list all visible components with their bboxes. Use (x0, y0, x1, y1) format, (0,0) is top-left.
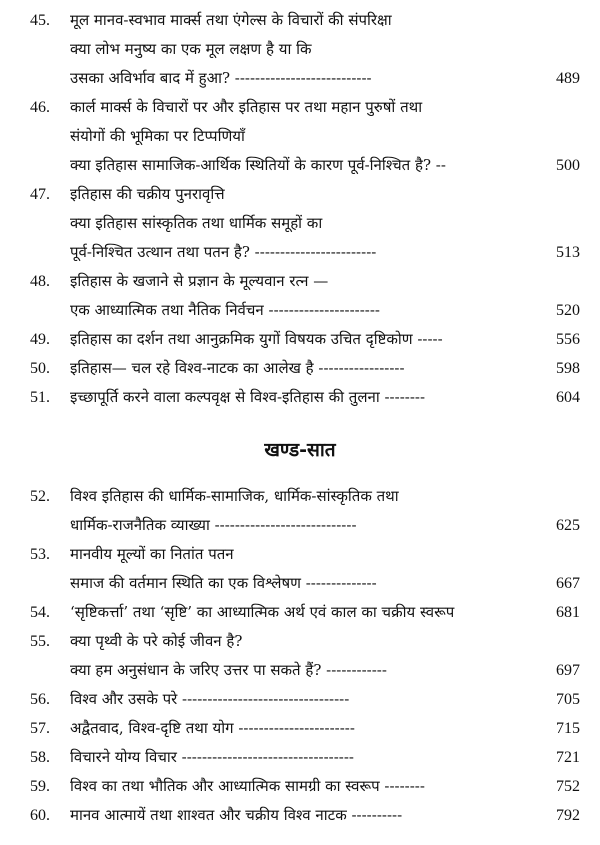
toc-entry (0, 743, 600, 772)
entry-page-number: 667 (556, 575, 580, 592)
toc-entry-line (0, 93, 600, 122)
toc-entry (0, 383, 600, 412)
entry-number: 57. (30, 720, 50, 737)
toc-entry-line (0, 151, 600, 180)
toc-entry-line (0, 598, 600, 627)
entry-title: क्या हम अनुसंधान के जरिए उत्तर पा सकते हैं? ------------ (70, 661, 387, 679)
toc-entry-line (0, 238, 600, 267)
toc-entry (0, 714, 600, 743)
toc-entry-line (0, 64, 600, 93)
entry-title: क्या पृथ्वी के परे कोई जीवन है? (70, 632, 243, 650)
entry-number: 52. (30, 488, 50, 505)
toc-entry-line (0, 383, 600, 412)
toc-entry (0, 325, 600, 354)
toc-entry (0, 267, 600, 325)
entry-title: समाज की वर्तमान स्थिति का एक विश्लेषण -------------- (70, 574, 377, 592)
entry-page-number: 625 (556, 517, 580, 534)
toc-entry-line (0, 540, 600, 569)
toc-entry-line (0, 6, 600, 35)
entry-page-number: 681 (556, 604, 580, 621)
entry-title: इतिहास— चल रहे विश्व-नाटक का आलेख है ----------------- (70, 359, 405, 377)
entry-title: इच्छापूर्ति करने वाला कल्पवृक्ष से विश्व-इतिहास की तुलना -------- (70, 388, 426, 406)
entry-title: इतिहास की चक्रीय पुनरावृत्ति (70, 185, 225, 203)
toc-entry (0, 93, 600, 180)
entry-number: 48. (30, 273, 50, 290)
entry-title: विश्व का तथा भौतिक और आध्यात्मिक सामग्री का स्वरूप -------- (70, 777, 425, 795)
entry-title: मानवीय मूल्यों का नितांत पतन (70, 545, 234, 563)
toc-entry-line (0, 801, 600, 830)
entry-number: 54. (30, 604, 50, 621)
entry-title: विश्व इतिहास की धार्मिक-सामाजिक, धार्मिक-सांस्कृतिक तथा (70, 487, 399, 505)
entry-title: अद्वैतवाद, विश्व-दृष्टि तथा योग ----------------------- (70, 719, 355, 737)
entry-page-number: 556 (556, 331, 580, 348)
toc-entry-line (0, 627, 600, 656)
entry-page-number: 500 (556, 157, 580, 174)
entry-page-number: 489 (556, 70, 580, 87)
entry-title: धार्मिक-राजनैतिक व्याख्या ---------------------------- (70, 516, 357, 534)
toc-entry (0, 598, 600, 627)
entry-title: ‘सृष्टिकर्त्ता’ तथा ‘सृष्टि’ का आध्यात्मिक अर्थ एवं काल का चक्रीय स्वरूप (70, 603, 455, 621)
entry-page-number: 705 (556, 691, 580, 708)
entry-page-number: 715 (556, 720, 580, 737)
entry-number: 56. (30, 691, 50, 708)
entry-title: पूर्व-निश्चित उत्थान तथा पतन है? ------------------------ (70, 243, 377, 261)
entry-page-number: 513 (556, 244, 580, 261)
entry-number: 45. (30, 12, 50, 29)
toc-entry-line (0, 656, 600, 685)
entry-title: उसका अविर्भाव बाद में हुआ? --------------------------- (70, 69, 372, 87)
toc-entry-line (0, 569, 600, 598)
entry-number: 50. (30, 360, 50, 377)
entry-number: 59. (30, 778, 50, 795)
toc-entry-line (0, 354, 600, 383)
entry-title: कार्ल मार्क्स के विचारों पर और इतिहास पर तथा महान पुरुषों तथा (70, 98, 423, 116)
entry-number: 46. (30, 99, 50, 116)
entry-title: एक आध्यात्मिक तथा नैतिक निर्वचन ---------------------- (70, 301, 381, 319)
toc-entry-line (0, 482, 600, 511)
toc-entry (0, 482, 600, 540)
toc-entry-line (0, 743, 600, 772)
entry-number: 53. (30, 546, 50, 563)
toc-entry-line (0, 122, 600, 151)
toc-entry (0, 6, 600, 93)
toc-entry-line (0, 685, 600, 714)
toc-entry-line (0, 325, 600, 354)
entry-number: 51. (30, 389, 50, 406)
entry-page-number: 792 (556, 807, 580, 824)
entry-title: क्या लोभ मनुष्य का एक मूल लक्षण है या कि (70, 40, 312, 58)
toc-entry (0, 540, 600, 598)
toc-entry-line (0, 35, 600, 64)
entry-number: 55. (30, 633, 50, 650)
entry-number: 58. (30, 749, 50, 766)
entry-title: संयोगों की भूमिका पर टिप्पणियाँ (70, 127, 245, 145)
entry-title: क्या इतिहास सांस्कृतिक तथा धार्मिक समूहों का (70, 214, 323, 232)
entry-title: इतिहास के खजाने से प्रज्ञान के मूल्यवान रत्न — (70, 272, 329, 290)
entry-title: विश्व और उसके परे --------------------------------- (70, 690, 350, 708)
entry-number: 60. (30, 807, 50, 824)
toc-entry-line (0, 267, 600, 296)
entry-page-number: 697 (556, 662, 580, 679)
section-heading: खण्ड-सात (264, 439, 336, 461)
entry-title: इतिहास का दर्शन तथा आनुक्रमिक युगों विषयक उचित दृष्टिकोण ----- (70, 330, 443, 348)
toc-entry-line (0, 511, 600, 540)
entry-title: क्या इतिहास सामाजिक-आर्थिक स्थितियों के कारण पूर्व-निश्चित है? -- (70, 156, 446, 174)
toc-entry (0, 685, 600, 714)
toc-entry (0, 627, 600, 685)
entry-page-number: 604 (556, 389, 580, 406)
entry-number: 49. (30, 331, 50, 348)
entry-title: मूल मानव-स्वभाव मार्क्स तथा एंगेल्स के विचारों की संपरिक्षा (70, 11, 392, 29)
toc-entry (0, 354, 600, 383)
toc-entry-line (0, 714, 600, 743)
entry-number: 47. (30, 186, 50, 203)
entry-page-number: 598 (556, 360, 580, 377)
toc-entry-line (0, 180, 600, 209)
entry-title: विचारने योग्य विचार ---------------------------------- (70, 748, 354, 766)
entry-page-number: 752 (556, 778, 580, 795)
toc-entry (0, 772, 600, 801)
entry-page-number: 721 (556, 749, 580, 766)
toc-entry (0, 801, 600, 830)
entry-page-number: 520 (556, 302, 580, 319)
entry-title: मानव आत्मायें तथा शाश्वत और चक्रीय विश्व नाटक ---------- (70, 806, 403, 824)
toc-entry-line (0, 209, 600, 238)
toc-entry (0, 180, 600, 267)
toc-entry-line (0, 772, 600, 801)
toc-entry-line (0, 296, 600, 325)
